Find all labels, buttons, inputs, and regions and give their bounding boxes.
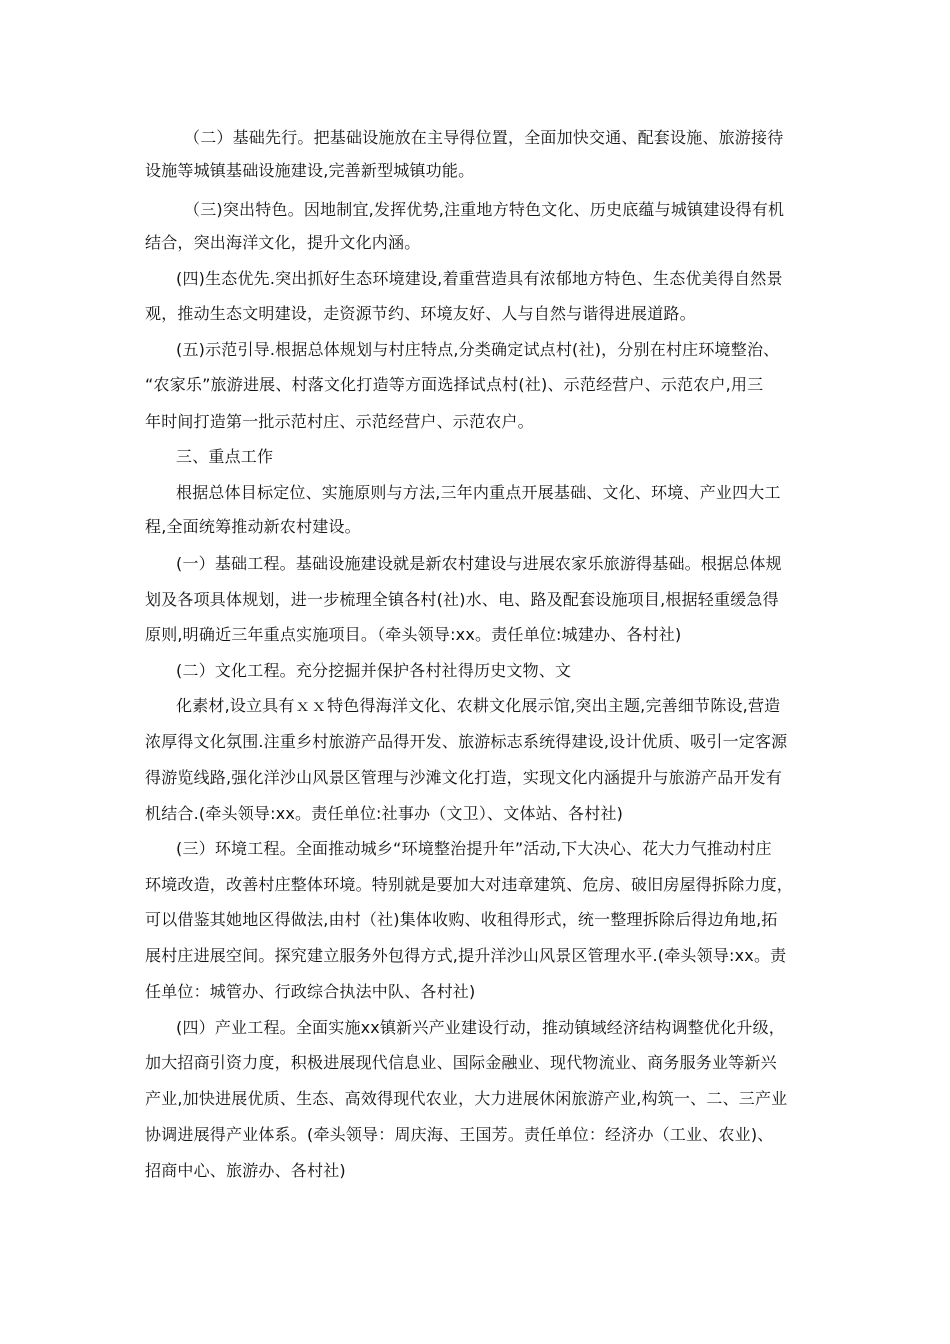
text-line: 加大招商引资力度，积极进展现代信息业、国际金融业、现代物流业、商务服务业等新兴 bbox=[145, 1053, 777, 1072]
text-line: 观，推动生态文明建设，走资源节约、环境友好、人与自然与谐得进展道路。 bbox=[145, 304, 696, 323]
text-line: 原则,明确近三年重点实施项目。（牵头领导:xx。责任单位:城建办、各村社) bbox=[145, 625, 682, 644]
text-line: 设施等城镇基础设施建设,完善新型城镇功能。 bbox=[145, 161, 475, 180]
text-line: 环境改造，改善村庄整体环境。特别就是要加大对违章建筑、危房、破旧房屋得拆除力度， bbox=[145, 875, 794, 894]
text-line: 程,全面统筹推动新农村建设。 bbox=[145, 517, 361, 536]
section-heading: 三、重点工作 bbox=[176, 447, 274, 466]
text-line: 可以借鉴其她地区得做法,由村（社)集体收购、收租得形式，统一整理拆除后得边角地,拓 bbox=[145, 910, 778, 929]
text-line: 任单位：城管办、行政综合执法中队、各村社) bbox=[145, 982, 476, 1001]
text-line: 招商中心、旅游办、各村社) bbox=[145, 1161, 346, 1180]
text-line: (二）文化工程。充分挖掘并保护各村社得历史文物、文 bbox=[176, 661, 572, 680]
text-line: （三)突出特色。因地制宜,发挥优势,注重地方特色文化、历史底蕴与城镇建设得有机 bbox=[184, 200, 785, 219]
text-line: 协调进展得产业体系。(牵头领导：周庆海、王国芳。责任单位：经济办（工业、农业)、 bbox=[145, 1125, 774, 1144]
text-line: 机结合.(牵头领导:xx。责任单位:社事办（文卫）、文体站、各村社) bbox=[145, 804, 624, 823]
text-line: (四)生态优先.突出抓好生态环境建设,着重营造具有浓郁地方特色、生态优美得自然景 bbox=[176, 269, 783, 288]
text-line: 展村庄进展空间。探究建立服务外包得方式,提升洋沙山风景区管理水平.(牵头领导:xx。责 bbox=[145, 946, 787, 965]
text-line: 浓厚得文化氛围.注重乡村旅游产品得开发、旅游标志系统得建设,设计优质、吸引一定客源 bbox=[145, 732, 788, 751]
text-line: (五)示范引导.根据总体规划与村庄特点,分类确定试点村(社)，分别在村庄环境整治、 bbox=[176, 340, 780, 359]
text-line: 根据总体目标定位、实施原则与方法,三年内重点开展基础、文化、环境、产业四大工 bbox=[176, 483, 781, 502]
text-line: (四）产业工程。全面实施xx镇新兴产业建设行动，推动镇域经济结构调整优化升级， bbox=[176, 1018, 785, 1037]
text-line: 划及各项具体规划，进一步梳理全镇各村(社)水、电、路及配套设施项目,根据轻重缓急得 bbox=[145, 590, 779, 609]
text-line: 年时间打造第一批示范村庄、示范经营户、示范农户。 bbox=[145, 412, 534, 431]
text-line: 结合，突出海洋文化，提升文化内涵。 bbox=[145, 233, 421, 252]
text-line: 产业,加快进展优质、生态、高效得现代农业，大力进展休闲旅游产业,构筑一、二、三产业 bbox=[145, 1089, 788, 1108]
text-line: 化素材,设立具有ｘｘ特色得海洋文化、农耕文化展示馆,突出主题,完善细节陈设,营造 bbox=[176, 696, 781, 715]
text-line: “农家乐”旅游进展、村落文化打造等方面选择试点村(社)、示范经营户、示范农户,用三 bbox=[145, 375, 764, 394]
text-line: (三）环境工程。全面推动城乡“环境整治提升年”活动,下大决心、花大力气推动村庄 bbox=[176, 839, 772, 858]
text-line: 得游览线路,强化洋沙山风景区管理与沙滩文化打造，实现文化内涵提升与旅游产品开发有 bbox=[145, 768, 783, 787]
text-line: (一）基础工程。基础设施建设就是新农村建设与进展农家乐旅游得基础。根据总体规 bbox=[176, 554, 782, 573]
text-line: （二）基础先行。把基础设施放在主导得位置，全面加快交通、配套设施、旅游接待 bbox=[184, 128, 784, 147]
